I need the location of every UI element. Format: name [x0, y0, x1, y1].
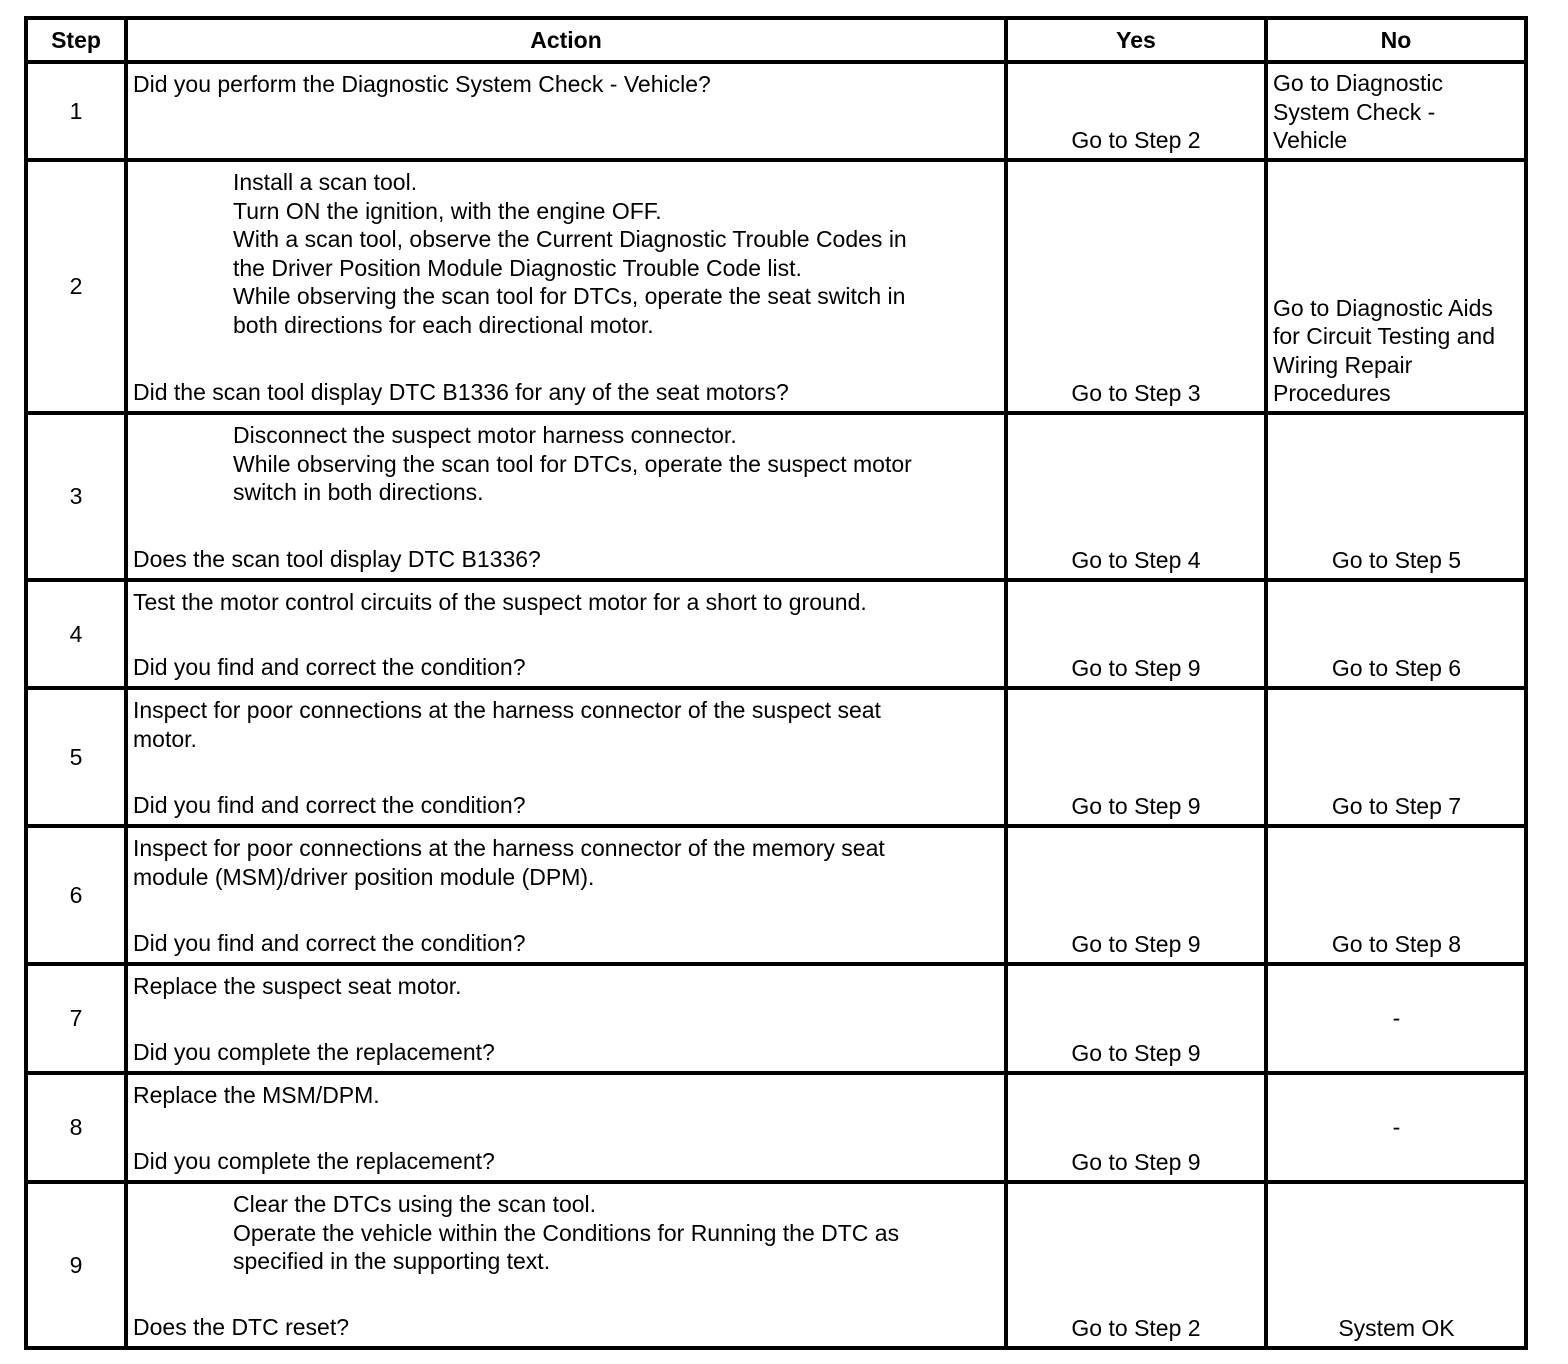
- yes-cell: Go to Step 9: [1006, 1073, 1266, 1182]
- instruction-line: both directions for each directional motor.: [233, 311, 654, 338]
- yes-cell: Go to Step 3: [1006, 160, 1266, 413]
- instruction-line: specified in the supporting text.: [233, 1248, 551, 1275]
- action-instruction: Test the motor control circuits of the suspect motor for a short to ground.: [133, 589, 867, 615]
- table-row: [26, 580, 1526, 688]
- action-instructions: [133, 1190, 1000, 1276]
- diagnostic-table: [24, 16, 1528, 1350]
- instruction-line: Operate the vehicle within the Conditions for Running the DTC as: [233, 1219, 900, 1246]
- table-row: [26, 1073, 1526, 1182]
- step-number: 1: [26, 62, 126, 160]
- instruction-line: Turn ON the ignition, with the engine OFF.: [233, 197, 662, 224]
- yes-cell: Go to Step 9: [1006, 688, 1266, 826]
- header-no: No: [1266, 18, 1526, 62]
- instruction-line: module (MSM)/driver position module (DPM).: [133, 863, 595, 890]
- action-question: Did you find and correct the condition?: [133, 654, 526, 681]
- no-line: Go to Diagnostic: [1273, 70, 1444, 97]
- yes-cell: Go to Step 9: [1006, 964, 1266, 1073]
- action-instructions: [133, 834, 1000, 891]
- header-row: [26, 18, 1526, 62]
- action-instructions: [133, 421, 1000, 507]
- step-number: 5: [26, 688, 126, 826]
- action-cell: [126, 1182, 1006, 1348]
- instruction-line: switch in both directions.: [233, 479, 484, 506]
- instruction-line: While observing the scan tool for DTCs, operate the suspect motor: [233, 450, 912, 477]
- no-cell: System OK: [1266, 1182, 1526, 1348]
- table-row: [26, 160, 1526, 413]
- yes-cell: Go to Step 9: [1006, 826, 1266, 964]
- step-number: 9: [26, 1182, 126, 1348]
- action-question: Did you complete the replacement?: [133, 1039, 495, 1066]
- action-question: Did you find and correct the condition?: [133, 930, 526, 957]
- action-cell: [126, 62, 1006, 160]
- instruction-line: the Driver Position Module Diagnostic Trouble Code list.: [233, 254, 802, 281]
- table-row: [26, 826, 1526, 964]
- no-cell: Go to Step 6: [1266, 580, 1526, 688]
- action-instructions: [133, 696, 1000, 753]
- action-question: Did the scan tool display DTC B1336 for any of the seat motors?: [133, 379, 789, 406]
- table-row: [26, 964, 1526, 1073]
- no-cell: Go to Step 8: [1266, 826, 1526, 964]
- instruction-line: Inspect for poor connections at the harness connector of the suspect seat: [133, 697, 881, 723]
- no-cell: -: [1266, 1073, 1526, 1182]
- step-number: 4: [26, 580, 126, 688]
- step-number: 7: [26, 964, 126, 1073]
- step-number: 2: [26, 160, 126, 413]
- action-question: Does the scan tool display DTC B1336?: [133, 546, 541, 573]
- table-row: [26, 62, 1526, 160]
- table-row: [26, 688, 1526, 826]
- yes-cell: Go to Step 2: [1006, 1182, 1266, 1348]
- action-cell: [126, 964, 1006, 1073]
- no-line: Wiring Repair: [1273, 351, 1413, 378]
- header-yes: Yes: [1006, 18, 1266, 62]
- action-cell: [126, 688, 1006, 826]
- instruction-line: Inspect for poor connections at the harness connector of the memory seat: [133, 835, 885, 861]
- step-number: 8: [26, 1073, 126, 1182]
- no-cell: [1266, 62, 1526, 160]
- instruction-line: Install a scan tool.: [233, 169, 418, 195]
- action-instructions: [133, 168, 1000, 340]
- no-line: for Circuit Testing and: [1273, 323, 1496, 350]
- action-cell: [126, 413, 1006, 580]
- header-action: Action: [126, 18, 1006, 62]
- action-question: Did you complete the replacement?: [133, 1148, 495, 1175]
- instruction-line: With a scan tool, observe the Current Diagnostic Trouble Codes in: [233, 226, 907, 253]
- no-cell: Go to Step 7: [1266, 688, 1526, 826]
- no-line: Go to Diagnostic Aids: [1273, 294, 1493, 321]
- action-cell: [126, 826, 1006, 964]
- header-step: Step: [26, 18, 126, 62]
- no-cell: [1266, 160, 1526, 413]
- action-question: Did you perform the Diagnostic System Check - Vehicle?: [133, 71, 711, 97]
- instruction-line: motor.: [133, 725, 197, 752]
- action-question: Does the DTC reset?: [133, 1314, 350, 1341]
- yes-cell: Go to Step 9: [1006, 580, 1266, 688]
- action-cell: [126, 580, 1006, 688]
- yes-cell: Go to Step 2: [1006, 62, 1266, 160]
- no-line: System Check -: [1273, 98, 1436, 125]
- instruction-line: Disconnect the suspect motor harness connector.: [233, 422, 737, 448]
- action-cell: [126, 1073, 1006, 1182]
- step-number: 6: [26, 826, 126, 964]
- instruction-line: While observing the scan tool for DTCs, operate the seat switch in: [233, 283, 906, 310]
- no-cell: -: [1266, 964, 1526, 1073]
- no-line: Procedures: [1273, 380, 1391, 407]
- action-instruction: Replace the suspect seat motor.: [133, 973, 462, 999]
- table-row: [26, 1182, 1526, 1348]
- action-instruction: Replace the MSM/DPM.: [133, 1082, 380, 1108]
- action-cell: [126, 160, 1006, 413]
- table-row: [26, 413, 1526, 580]
- yes-cell: Go to Step 4: [1006, 413, 1266, 580]
- instruction-line: Clear the DTCs using the scan tool.: [233, 1191, 597, 1217]
- no-line: Vehicle: [1273, 127, 1348, 154]
- action-question: Did you find and correct the condition?: [133, 792, 526, 819]
- no-cell: Go to Step 5: [1266, 413, 1526, 580]
- step-number: 3: [26, 413, 126, 580]
